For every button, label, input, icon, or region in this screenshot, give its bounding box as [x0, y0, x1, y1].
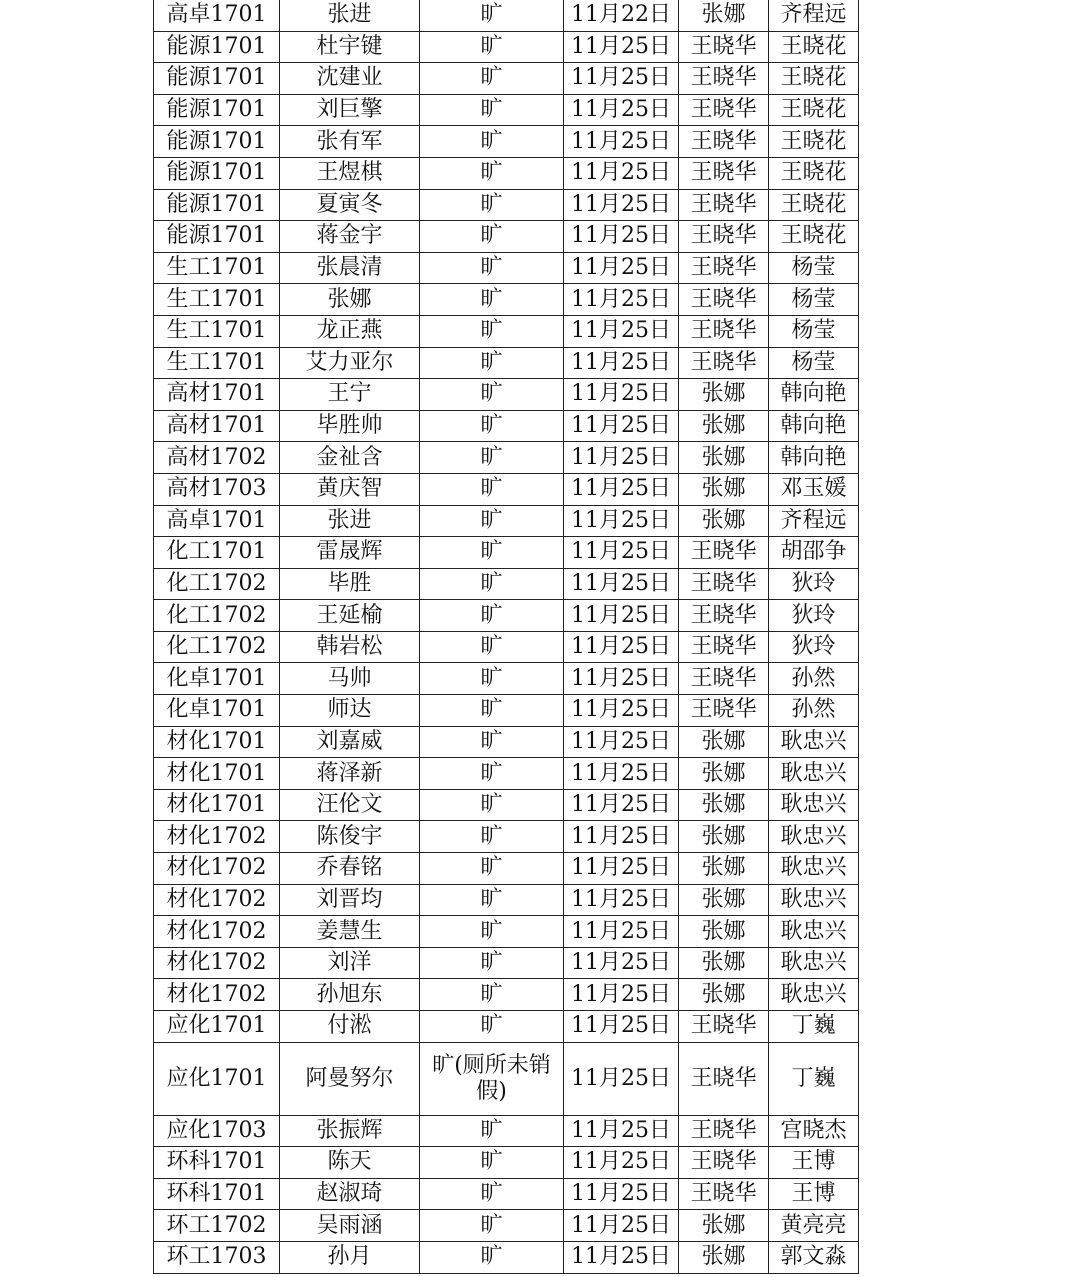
counselor-cell: 耿忠兴	[769, 916, 859, 948]
status-cell: 旷	[420, 758, 564, 790]
table-row	[154, 1210, 859, 1242]
class-cell: 高卓1701	[154, 0, 280, 31]
class-cell: 化工1702	[154, 631, 280, 663]
date-cell: 11月25日	[564, 979, 679, 1011]
counselor-cell: 耿忠兴	[769, 726, 859, 758]
table-row	[154, 157, 859, 189]
checker-cell: 张娜	[679, 1210, 769, 1242]
date-cell: 11月25日	[564, 1241, 679, 1273]
class-cell: 化工1701	[154, 537, 280, 569]
checker-cell: 张娜	[679, 884, 769, 916]
student-name-cell: 张晨清	[280, 252, 420, 284]
date-cell: 11月25日	[564, 473, 679, 505]
status-cell: 旷	[420, 663, 564, 695]
counselor-cell: 王晓花	[769, 94, 859, 126]
counselor-cell: 黄亮亮	[769, 1210, 859, 1242]
counselor-cell: 狄玲	[769, 600, 859, 632]
date-cell: 11月25日	[564, 821, 679, 853]
class-cell: 能源1701	[154, 221, 280, 253]
attendance-table-body	[154, 0, 859, 1273]
counselor-cell: 王晓花	[769, 189, 859, 221]
class-cell: 材化1702	[154, 821, 280, 853]
student-name-cell: 蒋金宇	[280, 221, 420, 253]
student-name-cell: 吴雨涵	[280, 1210, 420, 1242]
class-cell: 环工1703	[154, 1241, 280, 1273]
counselor-cell: 狄玲	[769, 568, 859, 600]
date-cell: 11月25日	[564, 189, 679, 221]
date-cell: 11月25日	[564, 63, 679, 95]
checker-cell: 张娜	[679, 1241, 769, 1273]
date-cell: 11月25日	[564, 347, 679, 379]
status-cell: 旷	[420, 979, 564, 1011]
checker-cell: 王晓华	[679, 663, 769, 695]
counselor-cell: 杨莹	[769, 347, 859, 379]
checker-cell: 王晓华	[679, 94, 769, 126]
checker-cell: 王晓华	[679, 631, 769, 663]
date-cell: 11月25日	[564, 1042, 679, 1115]
status-cell: 旷	[420, 947, 564, 979]
date-cell: 11月25日	[564, 1178, 679, 1210]
counselor-cell: 孙然	[769, 663, 859, 695]
class-cell: 化工1702	[154, 600, 280, 632]
status-cell: 旷	[420, 252, 564, 284]
table-row	[154, 473, 859, 505]
class-cell: 生工1701	[154, 252, 280, 284]
student-name-cell: 陈天	[280, 1147, 420, 1179]
counselor-cell: 丁巍	[769, 1011, 859, 1043]
date-cell: 11月25日	[564, 505, 679, 537]
student-name-cell: 赵淑琦	[280, 1178, 420, 1210]
class-cell: 化卓1701	[154, 695, 280, 727]
counselor-cell: 耿忠兴	[769, 789, 859, 821]
class-cell: 材化1702	[154, 853, 280, 885]
student-name-cell: 阿曼努尔	[280, 1042, 420, 1115]
class-cell: 高材1701	[154, 379, 280, 411]
status-cell: 旷	[420, 157, 564, 189]
status-cell: 旷	[420, 1210, 564, 1242]
class-cell: 环工1702	[154, 1210, 280, 1242]
attendance-table	[153, 0, 859, 1274]
counselor-cell: 孙然	[769, 695, 859, 727]
table-row	[154, 537, 859, 569]
table-row	[154, 284, 859, 316]
checker-cell: 张娜	[679, 442, 769, 474]
student-name-cell: 孙月	[280, 1241, 420, 1273]
class-cell: 高卓1701	[154, 505, 280, 537]
counselor-cell: 韩向艳	[769, 442, 859, 474]
table-row	[154, 0, 859, 31]
date-cell: 11月25日	[564, 631, 679, 663]
checker-cell: 张娜	[679, 821, 769, 853]
counselor-cell: 耿忠兴	[769, 821, 859, 853]
checker-cell: 张娜	[679, 947, 769, 979]
date-cell: 11月25日	[564, 947, 679, 979]
checker-cell: 王晓华	[679, 1178, 769, 1210]
table-row	[154, 600, 859, 632]
date-cell: 11月25日	[564, 221, 679, 253]
status-cell: 旷	[420, 789, 564, 821]
date-cell: 11月25日	[564, 1011, 679, 1043]
status-cell: 旷	[420, 473, 564, 505]
class-cell: 能源1701	[154, 94, 280, 126]
table-row	[154, 1115, 859, 1147]
checker-cell: 张娜	[679, 379, 769, 411]
student-name-cell: 毕胜	[280, 568, 420, 600]
student-name-cell: 付淞	[280, 1011, 420, 1043]
counselor-cell: 杨莹	[769, 252, 859, 284]
student-name-cell: 杜宇键	[280, 31, 420, 63]
checker-cell: 王晓华	[679, 1115, 769, 1147]
class-cell: 化卓1701	[154, 663, 280, 695]
table-row	[154, 94, 859, 126]
status-cell: 旷	[420, 0, 564, 31]
class-cell: 材化1701	[154, 726, 280, 758]
table-row	[154, 252, 859, 284]
student-name-cell: 龙正燕	[280, 315, 420, 347]
checker-cell: 王晓华	[679, 1042, 769, 1115]
status-cell: 旷	[420, 537, 564, 569]
table-row	[154, 410, 859, 442]
class-cell: 能源1701	[154, 63, 280, 95]
checker-cell: 王晓华	[679, 221, 769, 253]
class-cell: 生工1701	[154, 315, 280, 347]
table-row	[154, 789, 859, 821]
counselor-cell: 韩向艳	[769, 379, 859, 411]
table-row	[154, 1147, 859, 1179]
counselor-cell: 胡邵争	[769, 537, 859, 569]
date-cell: 11月25日	[564, 884, 679, 916]
date-cell: 11月25日	[564, 315, 679, 347]
class-cell: 材化1702	[154, 947, 280, 979]
table-row	[154, 695, 859, 727]
date-cell: 11月25日	[564, 853, 679, 885]
status-cell: 旷	[420, 1011, 564, 1043]
counselor-cell: 齐程远	[769, 505, 859, 537]
status-cell: 旷	[420, 916, 564, 948]
checker-cell: 王晓华	[679, 1147, 769, 1179]
status-cell: 旷	[420, 600, 564, 632]
student-name-cell: 汪伦文	[280, 789, 420, 821]
student-name-cell: 刘洋	[280, 947, 420, 979]
checker-cell: 王晓华	[679, 189, 769, 221]
student-name-cell: 乔春铭	[280, 853, 420, 885]
table-row	[154, 821, 859, 853]
status-cell: 旷	[420, 821, 564, 853]
student-name-cell: 师达	[280, 695, 420, 727]
table-row	[154, 663, 859, 695]
status-cell: 旷	[420, 189, 564, 221]
counselor-cell: 王晓花	[769, 126, 859, 158]
student-name-cell: 王宁	[280, 379, 420, 411]
counselor-cell: 杨莹	[769, 315, 859, 347]
status-cell: 旷	[420, 31, 564, 63]
counselor-cell: 王晓花	[769, 63, 859, 95]
student-name-cell: 黄庆智	[280, 473, 420, 505]
table-row	[154, 631, 859, 663]
student-name-cell: 韩岩松	[280, 631, 420, 663]
status-cell: 旷	[420, 347, 564, 379]
counselor-cell: 杨莹	[769, 284, 859, 316]
table-row	[154, 853, 859, 885]
counselor-cell: 耿忠兴	[769, 979, 859, 1011]
date-cell: 11月25日	[564, 252, 679, 284]
counselor-cell: 韩向艳	[769, 410, 859, 442]
status-cell: 旷	[420, 63, 564, 95]
class-cell: 材化1702	[154, 884, 280, 916]
counselor-cell: 耿忠兴	[769, 758, 859, 790]
date-cell: 11月25日	[564, 726, 679, 758]
class-cell: 应化1703	[154, 1115, 280, 1147]
student-name-cell: 张进	[280, 505, 420, 537]
checker-cell: 张娜	[679, 726, 769, 758]
table-row	[154, 442, 859, 474]
counselor-cell: 王晓花	[769, 221, 859, 253]
checker-cell: 王晓华	[679, 157, 769, 189]
status-cell: 旷	[420, 315, 564, 347]
student-name-cell: 蒋泽新	[280, 758, 420, 790]
class-cell: 化工1702	[154, 568, 280, 600]
counselor-cell: 郭文淼	[769, 1241, 859, 1273]
table-row	[154, 379, 859, 411]
counselor-cell: 狄玲	[769, 631, 859, 663]
class-cell: 环科1701	[154, 1178, 280, 1210]
status-cell: 旷	[420, 284, 564, 316]
status-cell: 旷	[420, 695, 564, 727]
student-name-cell: 张进	[280, 0, 420, 31]
date-cell: 11月25日	[564, 31, 679, 63]
class-cell: 能源1701	[154, 189, 280, 221]
class-cell: 材化1702	[154, 979, 280, 1011]
date-cell: 11月25日	[564, 442, 679, 474]
date-cell: 11月25日	[564, 410, 679, 442]
checker-cell: 王晓华	[679, 1011, 769, 1043]
table-row	[154, 221, 859, 253]
checker-cell: 王晓华	[679, 568, 769, 600]
student-name-cell: 刘嘉威	[280, 726, 420, 758]
student-name-cell: 王煜棋	[280, 157, 420, 189]
class-cell: 材化1701	[154, 758, 280, 790]
checker-cell: 张娜	[679, 0, 769, 31]
checker-cell: 张娜	[679, 979, 769, 1011]
date-cell: 11月25日	[564, 568, 679, 600]
class-cell: 生工1701	[154, 347, 280, 379]
table-row	[154, 979, 859, 1011]
table-row	[154, 1241, 859, 1273]
checker-cell: 王晓华	[679, 537, 769, 569]
checker-cell: 王晓华	[679, 600, 769, 632]
table-row	[154, 126, 859, 158]
counselor-cell: 耿忠兴	[769, 884, 859, 916]
student-name-cell: 刘晋均	[280, 884, 420, 916]
status-cell: 旷	[420, 221, 564, 253]
checker-cell: 王晓华	[679, 31, 769, 63]
table-row	[154, 1011, 859, 1043]
date-cell: 11月22日	[564, 0, 679, 31]
student-name-cell: 夏寅冬	[280, 189, 420, 221]
status-cell: 旷	[420, 1147, 564, 1179]
date-cell: 11月25日	[564, 695, 679, 727]
status-cell: 旷	[420, 631, 564, 663]
table-row	[154, 1042, 859, 1115]
student-name-cell: 毕胜帅	[280, 410, 420, 442]
status-cell: 旷	[420, 1241, 564, 1273]
status-cell: 旷	[420, 726, 564, 758]
class-cell: 高材1701	[154, 410, 280, 442]
counselor-cell: 王晓花	[769, 157, 859, 189]
table-row	[154, 189, 859, 221]
student-name-cell: 艾力亚尔	[280, 347, 420, 379]
checker-cell: 王晓华	[679, 347, 769, 379]
date-cell: 11月25日	[564, 1147, 679, 1179]
student-name-cell: 孙旭东	[280, 979, 420, 1011]
status-cell: 旷	[420, 126, 564, 158]
student-name-cell: 姜慧生	[280, 916, 420, 948]
status-cell: 旷	[420, 442, 564, 474]
class-cell: 应化1701	[154, 1011, 280, 1043]
date-cell: 11月25日	[564, 1210, 679, 1242]
date-cell: 11月25日	[564, 916, 679, 948]
table-row	[154, 758, 859, 790]
counselor-cell: 王博	[769, 1178, 859, 1210]
date-cell: 11月25日	[564, 600, 679, 632]
status-cell: 旷	[420, 1178, 564, 1210]
checker-cell: 张娜	[679, 505, 769, 537]
date-cell: 11月25日	[564, 537, 679, 569]
checker-cell: 王晓华	[679, 63, 769, 95]
student-name-cell: 马帅	[280, 663, 420, 695]
status-cell: 旷	[420, 410, 564, 442]
checker-cell: 张娜	[679, 853, 769, 885]
checker-cell: 张娜	[679, 410, 769, 442]
checker-cell: 张娜	[679, 758, 769, 790]
counselor-cell: 齐程远	[769, 0, 859, 31]
class-cell: 材化1702	[154, 916, 280, 948]
counselor-cell: 丁巍	[769, 1042, 859, 1115]
student-name-cell: 金祉含	[280, 442, 420, 474]
table-row	[154, 568, 859, 600]
date-cell: 11月25日	[564, 157, 679, 189]
counselor-cell: 王晓花	[769, 31, 859, 63]
table-row	[154, 726, 859, 758]
counselor-cell: 耿忠兴	[769, 853, 859, 885]
table-row	[154, 884, 859, 916]
status-cell: 旷(厕所未销假)	[420, 1042, 564, 1115]
class-cell: 生工1701	[154, 284, 280, 316]
status-cell: 旷	[420, 853, 564, 885]
class-cell: 环科1701	[154, 1147, 280, 1179]
counselor-cell: 王博	[769, 1147, 859, 1179]
checker-cell: 王晓华	[679, 126, 769, 158]
checker-cell: 王晓华	[679, 252, 769, 284]
student-name-cell: 雷晟辉	[280, 537, 420, 569]
status-cell: 旷	[420, 1115, 564, 1147]
class-cell: 应化1701	[154, 1042, 280, 1115]
checker-cell: 王晓华	[679, 284, 769, 316]
student-name-cell: 陈俊宇	[280, 821, 420, 853]
date-cell: 11月25日	[564, 789, 679, 821]
checker-cell: 张娜	[679, 916, 769, 948]
status-cell: 旷	[420, 379, 564, 411]
date-cell: 11月25日	[564, 758, 679, 790]
table-row	[154, 315, 859, 347]
table-row	[154, 916, 859, 948]
class-cell: 能源1701	[154, 31, 280, 63]
checker-cell: 张娜	[679, 789, 769, 821]
status-cell: 旷	[420, 94, 564, 126]
date-cell: 11月25日	[564, 663, 679, 695]
student-name-cell: 张振辉	[280, 1115, 420, 1147]
checker-cell: 张娜	[679, 473, 769, 505]
table-row	[154, 1178, 859, 1210]
table-row	[154, 31, 859, 63]
table-row	[154, 947, 859, 979]
counselor-cell: 邓玉媛	[769, 473, 859, 505]
class-cell: 能源1701	[154, 126, 280, 158]
class-cell: 高材1703	[154, 473, 280, 505]
checker-cell: 王晓华	[679, 695, 769, 727]
counselor-cell: 耿忠兴	[769, 947, 859, 979]
date-cell: 11月25日	[564, 284, 679, 316]
status-cell: 旷	[420, 884, 564, 916]
date-cell: 11月25日	[564, 126, 679, 158]
student-name-cell: 张娜	[280, 284, 420, 316]
status-cell: 旷	[420, 568, 564, 600]
date-cell: 11月25日	[564, 379, 679, 411]
table-row	[154, 63, 859, 95]
student-name-cell: 王延榆	[280, 600, 420, 632]
status-cell: 旷	[420, 505, 564, 537]
class-cell: 材化1701	[154, 789, 280, 821]
counselor-cell: 宫晓杰	[769, 1115, 859, 1147]
date-cell: 11月25日	[564, 1115, 679, 1147]
table-row	[154, 505, 859, 537]
student-name-cell: 刘巨擎	[280, 94, 420, 126]
table-row	[154, 347, 859, 379]
class-cell: 能源1701	[154, 157, 280, 189]
student-name-cell: 沈建业	[280, 63, 420, 95]
student-name-cell: 张有军	[280, 126, 420, 158]
class-cell: 高材1702	[154, 442, 280, 474]
checker-cell: 王晓华	[679, 315, 769, 347]
date-cell: 11月25日	[564, 94, 679, 126]
